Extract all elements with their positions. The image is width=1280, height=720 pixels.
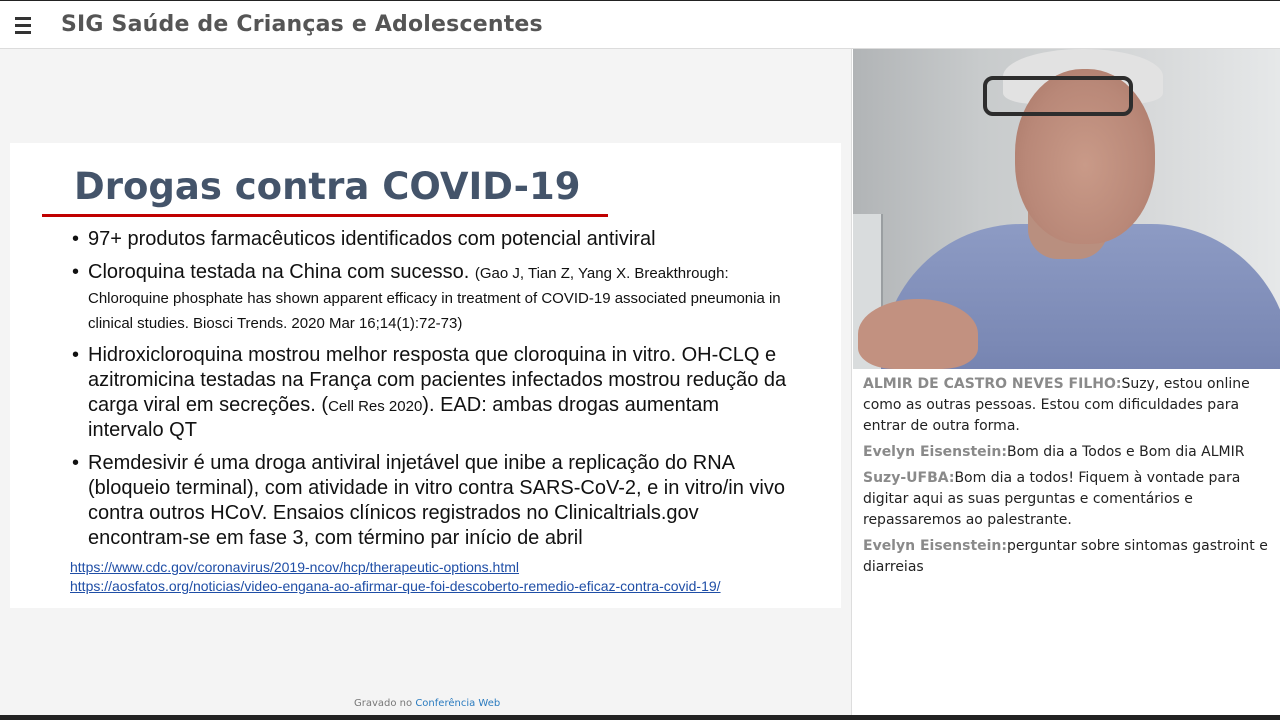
chat-panel [853,369,1280,715]
chat-message [863,468,1270,531]
bullet-citation: Cell Res 2020 [328,398,423,415]
reference-links [70,558,721,596]
bullet-dot: • [72,261,80,283]
bullet-dot: • [72,344,80,366]
bullet-item [72,343,787,443]
recorded-notice [354,698,500,709]
slide [10,143,841,608]
reference-link-cdc[interactable]: https://www.cdc.gov/coronavirus/2019-ncov/hcp/therapeutic-options.html [70,559,520,575]
speaker-glasses [983,76,1133,116]
presentation-area [0,49,852,715]
bottom-bar [0,715,1280,720]
reference-link-aosfatos[interactable]: https://aosfatos.org/noticias/video-engana-ao-afirmar-que-foi-descoberto-remedio-eficaz-contra-covid-19/ [70,578,721,594]
chat-author: Evelyn Eisenstein: [863,444,1007,460]
bullet-dot: • [72,452,80,474]
title-underline [42,214,608,217]
recorded-prefix: Gravado no [354,698,413,709]
bullet-item [72,451,787,551]
chat-text: perguntar sobre sintomas gastroint e diarreias [863,538,1268,575]
bullet-item [72,260,787,335]
bullet-citation: (Gao J, Tian Z, Yang X. Breakthrough: Chloroquine phosphate has shown apparent efficacy in treatment of COVID-19 associated pneumonia in clinical studies. Biosci Trends. 2020 Mar 16;14(1):72-73) [88,265,781,332]
chat-author: Suzy-UFBA: [863,470,955,486]
bullet-dot: • [72,228,80,250]
chat-text: Bom dia a Todos e Bom dia ALMIR [1007,444,1245,460]
bullet-text: 97+ produtos farmacêuticos identificados com potencial antiviral [88,228,656,250]
bullet-item [72,227,787,252]
webcam-video[interactable] [853,49,1280,369]
bullet-list [72,227,787,551]
recorded-link[interactable]: Conferência Web [415,698,501,709]
bullet-text: Remdesivir é uma droga antiviral injetável que inibe a replicação do RNA (bloqueio terminal), com atividade in vitro contra SARS-CoV-2, e in vitro/in vivo contra outros HCoV. Ensaios clínicos registrados no Clinicaltrials.gov encontram-se em fase 3, com término par início de abril [88,452,785,549]
speaker-hand [858,299,978,369]
chat-message [863,536,1270,578]
chat-text: Suzy, estou online como as outras pessoas. Estou com dificuldades para entrar de outra forma. [863,376,1250,434]
slide-title: Drogas contra COVID-19 [74,165,581,208]
top-bar [0,0,1280,49]
bullet-text-continued: ). EAD: ambas drogas aumentam intervalo QT [88,394,720,441]
chat-author: Evelyn Eisenstein: [863,538,1007,554]
chat-message [863,374,1270,437]
page-title: SIG Saúde de Crianças e Adolescentes [61,12,543,37]
chat-message [863,442,1270,463]
bullet-text: Cloroquina testada na China com sucesso. [88,261,475,283]
chat-author: ALMIR DE CASTRO NEVES FILHO: [863,376,1122,392]
hamburger-menu-icon[interactable] [7,9,39,41]
bullet-text: Hidroxicloroquina mostrou melhor resposta que cloroquina in vitro. OH-CLQ e azitromicina testadas na França com pacientes infectados mostrou redução da carga viral em secreções. ( [88,344,787,416]
chat-text: Bom dia a todos! Fiquem à vontade para digitar aqui as suas perguntas e comentários e repassaremos ao palestrante. [863,470,1241,528]
